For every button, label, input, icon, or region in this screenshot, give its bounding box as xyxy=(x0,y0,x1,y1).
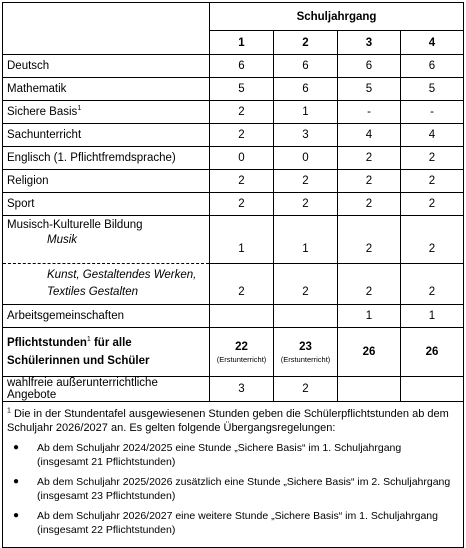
rule-line1: Ab dem Schuljahr 2024/2025 eine Stunde „Sichere Basis“ im 1. Schuljahrgang xyxy=(37,442,402,454)
hours-cell: 2 xyxy=(210,101,274,124)
table-row-kunst xyxy=(3,264,464,305)
hours-cell: 1 xyxy=(210,216,274,264)
hours-cell xyxy=(401,377,464,402)
pflicht-label-line2: Schülerinnen und Schüler xyxy=(7,355,150,367)
hours-cell: 2 xyxy=(401,193,464,216)
hours-cell: 6 xyxy=(210,55,274,78)
hours-cell: 2 xyxy=(274,264,338,305)
musisch-title: Musisch-Kulturelle Bildung xyxy=(7,219,143,231)
subject-label: Englisch (1. Pflichtfremdsprache) xyxy=(3,147,210,170)
hours-cell: 5 xyxy=(338,78,401,101)
hours-cell: 3 xyxy=(210,377,274,402)
hours-cell: 1 xyxy=(338,305,401,328)
hours-cell: 6 xyxy=(274,78,338,101)
hours-cell: 2 xyxy=(274,377,338,402)
pflicht-label-cell xyxy=(3,328,210,377)
grade-header: 2 xyxy=(274,31,338,55)
pflicht-cell xyxy=(338,328,401,377)
hours-cell: 2 xyxy=(401,170,464,193)
subject-label: Sichere Basis xyxy=(7,106,78,118)
subject-label: Arbeitsgemeinschaften xyxy=(3,305,210,328)
bullet-icon: ● xyxy=(13,442,20,453)
pflicht-value: 26 xyxy=(425,346,439,358)
header-empty-cell xyxy=(3,3,210,55)
subject-label: Sport xyxy=(3,193,210,216)
rule-line1: Ab dem Schuljahr 2025/2026 zusätzlich eine Stunde „Sichere Basis“ im 2. Schuljahrgang xyxy=(37,476,451,488)
table-row xyxy=(3,170,464,193)
hours-cell: 2 xyxy=(210,264,274,305)
list-item xyxy=(7,509,459,537)
pflicht-value: 22 xyxy=(235,340,248,353)
hours-cell: 1 xyxy=(401,305,464,328)
hours-cell: 2 xyxy=(401,147,464,170)
hours-cell: 2 xyxy=(338,170,401,193)
table-row xyxy=(3,377,464,402)
table-row xyxy=(3,305,464,328)
hours-cell: 1 xyxy=(274,216,338,264)
musik-label-cell xyxy=(3,216,210,264)
hours-cell: 4 xyxy=(401,124,464,147)
list-item xyxy=(7,475,459,503)
hours-cell: 2 xyxy=(401,264,464,305)
table-row xyxy=(3,193,464,216)
kunst-label-line2: Textiles Gestalten xyxy=(47,286,138,298)
hours-cell: 3 xyxy=(274,124,338,147)
hours-cell xyxy=(210,305,274,328)
table-row xyxy=(3,147,464,170)
rule-line2: (insgesamt 22 Pflichtstunden) xyxy=(37,524,176,536)
subject-label: wahlfreie außerunterrichtliche Angebote xyxy=(3,377,210,402)
hours-cell: 0 xyxy=(210,147,274,170)
hours-cell: 2 xyxy=(338,147,401,170)
table-row-pflichtstunden xyxy=(3,328,464,377)
rule-line1: Ab dem Schuljahr 2026/2027 eine weitere Stunde „Sichere Basis“ im 1. Schuljahrgang xyxy=(37,510,438,522)
header-row-group xyxy=(3,3,464,31)
hours-cell xyxy=(338,377,401,402)
footnote-marker: 1 xyxy=(77,105,82,113)
hours-cell: 0 xyxy=(274,147,338,170)
list-item xyxy=(7,441,459,469)
pflicht-cell xyxy=(401,328,464,377)
bullet-icon: ● xyxy=(13,510,20,521)
hours-cell: 2 xyxy=(338,193,401,216)
hours-cell: 2 xyxy=(338,264,401,305)
subject-label: Deutsch xyxy=(3,55,210,78)
subject-label: Sachunterricht xyxy=(3,124,210,147)
hours-cell: 6 xyxy=(274,55,338,78)
hours-cell: 2 xyxy=(274,170,338,193)
table-row xyxy=(3,78,464,101)
table-row-musik xyxy=(3,216,464,264)
hours-cell: 5 xyxy=(401,78,464,101)
hours-cell: 1 xyxy=(274,101,338,124)
footnote-text: Die in der Stundentafel ausgewiesenen Stunden geben die Schülerpflichtstunden ab dem Schuljahr 2026/2027 an. Es gelten folgende Übergangsregelungen: xyxy=(7,408,449,434)
transition-rules-list xyxy=(7,441,459,537)
hours-cell: 6 xyxy=(401,55,464,78)
hours-cell: 5 xyxy=(210,78,274,101)
table-row xyxy=(3,124,464,147)
hours-cell: 6 xyxy=(338,55,401,78)
table-row xyxy=(3,55,464,78)
subject-label: Mathematik xyxy=(3,78,210,101)
hours-cell: 2 xyxy=(401,216,464,264)
grade-header: 4 xyxy=(401,31,464,55)
pflicht-label-part1: Pflichtstunden xyxy=(7,337,87,349)
hours-cell: - xyxy=(401,101,464,124)
hours-cell: 2 xyxy=(274,193,338,216)
grade-header: 3 xyxy=(338,31,401,55)
hours-cell: - xyxy=(338,101,401,124)
subject-label-cell xyxy=(3,101,210,124)
subject-label: Religion xyxy=(3,170,210,193)
grade-header: 1 xyxy=(210,31,274,55)
footnote-row xyxy=(3,402,464,548)
rule-line2: (insgesamt 23 Pflichtstunden) xyxy=(37,490,176,502)
kunst-label-line1: Kunst, Gestaltendes Werken, xyxy=(47,269,197,281)
hours-cell: 2 xyxy=(338,216,401,264)
hours-cell xyxy=(274,305,338,328)
musik-label: Musik xyxy=(47,234,78,246)
pflicht-value: 26 xyxy=(362,346,376,358)
hours-cell: 2 xyxy=(210,124,274,147)
stundentafel-table xyxy=(2,2,464,548)
kunst-label-cell xyxy=(3,264,210,305)
table-row xyxy=(3,101,464,124)
hours-cell: 4 xyxy=(338,124,401,147)
footnote-marker: 1 xyxy=(86,336,91,344)
footnote-cell xyxy=(3,402,464,548)
pflicht-cell xyxy=(210,328,274,377)
pflicht-note: (Erstunterricht) xyxy=(280,354,331,364)
pflicht-note: (Erstunterricht) xyxy=(216,354,267,364)
bullet-icon: ● xyxy=(13,476,20,487)
pflicht-cell xyxy=(274,328,338,377)
pflicht-value: 23 xyxy=(299,340,312,353)
pflicht-label-part2: für alle xyxy=(90,337,132,349)
hours-cell: 2 xyxy=(210,193,274,216)
hours-cell: 2 xyxy=(210,170,274,193)
rule-line2: (insgesamt 21 Pflichtstunden) xyxy=(37,456,176,468)
footnote-text-block xyxy=(7,407,459,435)
footnote-marker: 1 xyxy=(7,407,11,415)
schuljahrgang-header: Schuljahrgang xyxy=(210,3,464,31)
